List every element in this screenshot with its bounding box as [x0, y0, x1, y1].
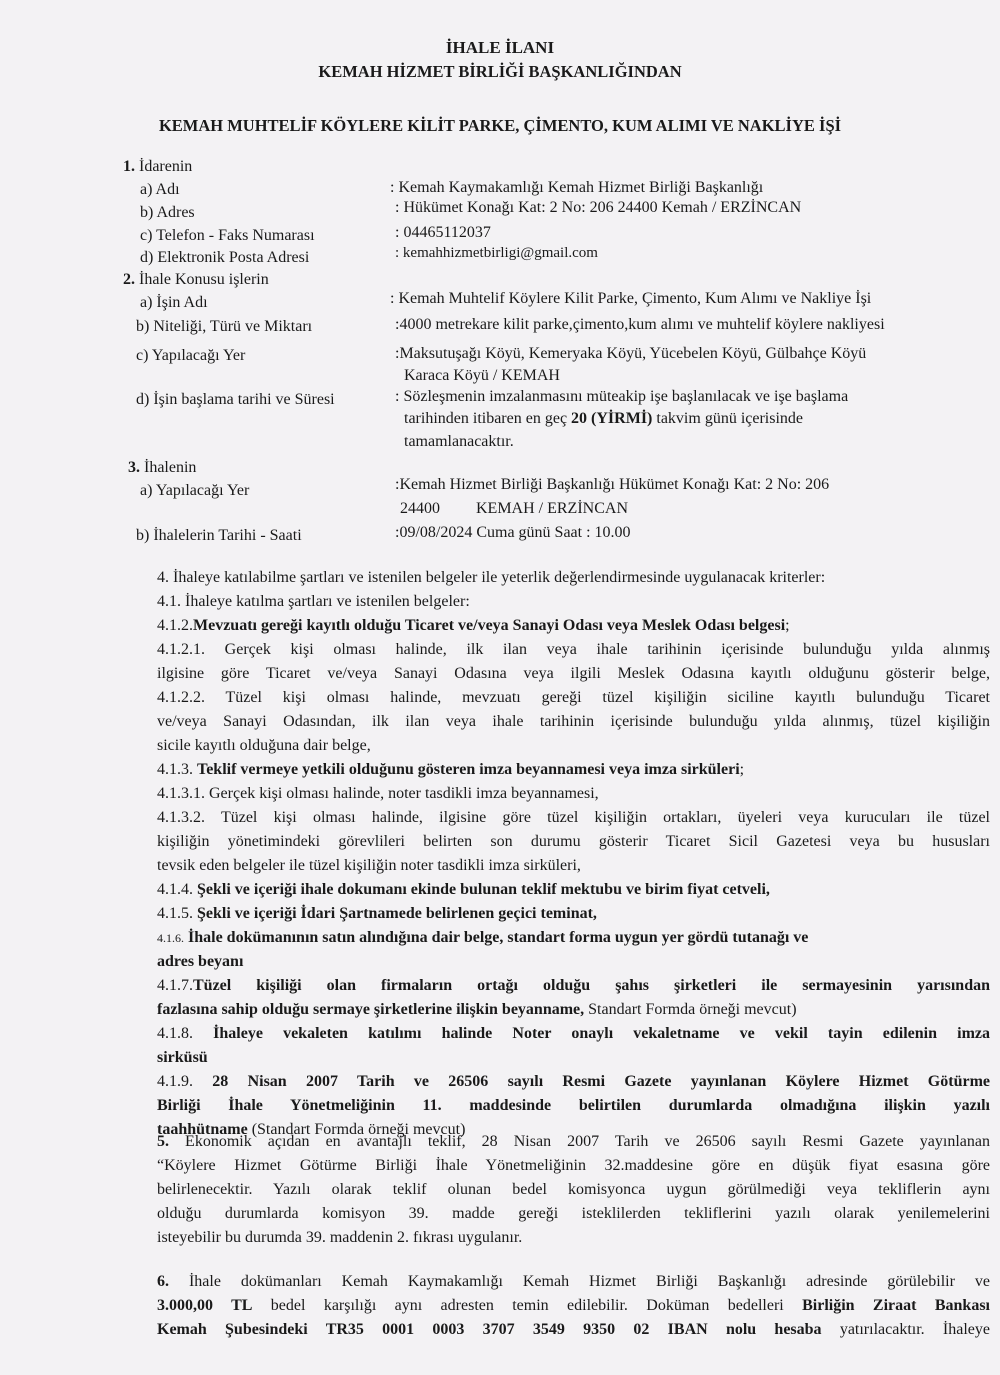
- work-location-value-line1: :Maksutuşağı Köyü, Kemeryaka Köyü, Yücebelen Köyü, Gülbahçe Köyü: [395, 345, 867, 362]
- s5-line-1: 5. Ekonomik açıdan en avantajlı teklif, 28 Nisan 2007 Tarih ve 26506 sayılı Resmi Gazete yayınlanan: [157, 1133, 990, 1150]
- tender-location-value-line2: 24400 KEMAH / ERZİNCAN: [400, 500, 628, 517]
- s4-line-16: 4.1.6. İhale dokümanının satın alındığına dair belge, standart forma uygun yer gördü tutanağı ve: [157, 929, 809, 946]
- tender-location-value-line1: :Kemah Hizmet Birliği Başkanlığı Hükümet Konağı Kat: 2 No: 206: [395, 476, 830, 493]
- work-name-value: : Kemah Muhtelif Köylere Kilit Parke, Çimento, Kum Alımı ve Nakliye İşi: [390, 290, 872, 307]
- work-name-label: a) İşin Adı: [140, 294, 208, 311]
- s6-line-1: 6. İhale dokümanları Kemah Kaymakamlığı Kemah Hizmet Birliği Başkanlığı adresinde görülebilir ve: [157, 1273, 990, 1290]
- s4-line-8: sicile kayıtlı olduğuna dair belge,: [157, 737, 371, 754]
- admin-phone-label: c) Telefon - Faks Numarası: [140, 227, 315, 244]
- s6-line-2: 3.000,00 TL bedel karşılığı aynı adresten temin edilebilir. Doküman bedelleri Birliğin Ziraat Bankası: [157, 1297, 990, 1314]
- s6-line-3: Kemah Şubesindeki TR35 0001 0003 3707 3549 9350 02 IBAN nolu hesaba yatırılacaktır. İhaleye: [157, 1321, 990, 1338]
- s4-line-5: ilgisine göre Ticaret ve/veya Sanayi Odasına veya ilgili Meslek Odasına kayıtlı olduğunu gösterir belge,: [157, 665, 990, 682]
- section-5-text: [157, 1130, 990, 1250]
- s4-line-13: tevsik eden belgeler ile tüzel kişiliğin noter tasdikli imza sirküleri,: [157, 857, 581, 874]
- s4-line-7: ve/veya Sanayi Odasından, ilk ilan veya ihale tarihinin içerisinde bulunduğu yılda alınmış, tüzel kişiliğin: [157, 713, 990, 730]
- s4-line-1: 4. İhaleye katılabilme şartları ve istenilen belgeler ile yeterlik değerlendirmesinde uygulanacak kriterler:: [157, 569, 826, 586]
- s4-line-12: kişiliğin yönetimindeki görevlileri belirten son durumu gösterir Ticaret Sicil Gazetesi veya bu hususları: [157, 833, 990, 850]
- s4-line-9: 4.1.3. Teklif vermeye yetkili olduğunu gösteren imza beyannamesi veya imza sirküleri;: [157, 761, 745, 778]
- s5-line-2: “Köylere Hizmet Götürme Birliği İhale Yönetmeliğinin 32.maddesine göre en düşük fiyat esasına göre: [157, 1157, 990, 1174]
- work-location-value-line2: Karaca Köyü / KEMAH: [404, 367, 560, 384]
- s4-line-22: 4.1.9. 28 Nisan 2007 Tarih ve 26506 sayılı Resmi Gazete yayınlanan Köylere Hizmet Götürme: [157, 1073, 990, 1090]
- s5-line-4: olduğu durumlarda komisyon 39. madde gereği isteklilerden tekliflerini yazılı olarak yenilemelerini: [157, 1205, 990, 1222]
- work-start-value-line2: tarihinden itibaren en geç 20 (YİRMİ) takvim günü içerisinde: [404, 410, 804, 427]
- s4-line-21: sirküsü: [157, 1049, 208, 1066]
- work-type-value: :4000 metrekare kilit parke,çimento,kum alımı ve muhtelif köylere nakliyesi: [395, 316, 885, 333]
- section-1-heading: 1. İdarenin: [123, 158, 193, 175]
- s4-line-14: 4.1.4. Şekli ve içeriği ihale dokumanı ekinde bulunan teklif mektubu ve birim fiyat cetveli,: [157, 881, 770, 898]
- s4-line-24: taahhütname (Standart Formda örneği mevcut): [157, 1121, 466, 1138]
- section-3-heading: 3. İhalenin: [128, 459, 197, 476]
- document-title: İHALE İLANI: [445, 38, 555, 57]
- s4-line-3: 4.1.2.Mevzuatı gereği kayıtlı olduğu Ticaret ve/veya Sanayi Odası veya Meslek Odası belgesi;: [157, 617, 790, 634]
- tender-date-label: b) İhalelerin Tarihi - Saati: [136, 527, 302, 544]
- s4-line-10: 4.1.3.1. Gerçek kişi olması halinde, noter tasdikli imza beyannamesi,: [157, 785, 599, 802]
- work-type-label: b) Niteliği, Türü ve Miktarı: [136, 318, 313, 335]
- admin-phone-value: : 04465112037: [395, 224, 491, 241]
- work-title: KEMAH MUHTELİF KÖYLERE KİLİT PARKE, ÇİMENTO, KUM ALIMI VE NAKLİYE İŞİ: [158, 116, 842, 135]
- s4-line-20: 4.1.8. İhaleye vekaleten katılımı halinde Noter onaylı vekaletname ve vekil tayin edilenin imza: [157, 1025, 990, 1042]
- s5-line-5: isteyebilir bu durumda 39. maddenin 2. fıkrası uygulanır.: [157, 1229, 523, 1246]
- admin-name-label: a) Adı: [140, 181, 180, 198]
- s4-line-6: 4.1.2.2. Tüzel kişi olması halinde, mevzuatı gereği tüzel kişiliğin siciline kayıtlı bulunduğu Ticaret: [157, 689, 990, 706]
- s4-line-11: 4.1.3.2. Tüzel kişi olması halinde, ilgisine göre tüzel kişiliğin ortakları, üyeleri veya kurucuları ile tüzel: [157, 809, 990, 826]
- section-6-text: [157, 1270, 990, 1342]
- s5-line-3: belirlenecektir. Yazılı olarak teklif olunan bedel komisyonca uygun görülmediği veya tekliflerin aynı: [157, 1181, 990, 1198]
- document-subtitle: KEMAH HİZMET BİRLİĞİ BAŞKANLIĞINDAN: [318, 62, 682, 81]
- work-start-value-line3: tamamlanacaktır.: [404, 433, 514, 450]
- work-start-value-line1: : Sözleşmenin imzalanmasını müteakip işe başlanılacak ve işe başlama: [395, 388, 849, 405]
- tender-location-label: a) Yapılacağı Yer: [140, 482, 250, 499]
- admin-address-label: b) Adres: [140, 204, 195, 221]
- s4-line-2: 4.1. İhaleye katılma şartları ve istenilen belgeler:: [157, 593, 470, 610]
- s4-line-23: Birliği İhale Yönetmeliğinin 11. maddesinde belirtilen durumlarda olmadığına ilişkin yazılı: [157, 1097, 990, 1114]
- section-2-heading: 2. İhale Konusu işlerin: [123, 271, 269, 288]
- s4-line-17: adres beyanı: [157, 953, 244, 970]
- tender-date-value: :09/08/2024 Cuma günü Saat : 10.00: [395, 524, 631, 541]
- s4-line-18: 4.1.7.Tüzel kişiliği olan firmaların ortağı olduğu şahıs şirketleri ile sermayesinin yarısından: [157, 977, 990, 994]
- admin-email-label: d) Elektronik Posta Adresi: [140, 249, 310, 266]
- admin-name-value: : Kemah Kaymakamlığı Kemah Hizmet Birliği Başkanlığı: [390, 179, 764, 196]
- work-start-label: d) İşin başlama tarihi ve Süresi: [136, 391, 335, 408]
- section-4-text: [157, 566, 990, 1142]
- admin-email-value: : kemahhizmetbirligi@gmail.com: [395, 245, 598, 261]
- s4-line-15: 4.1.5. Şekli ve içeriği İdari Şartnamede belirlenen geçici teminat,: [157, 905, 597, 922]
- admin-address-value: : Hükümet Konağı Kat: 2 No: 206 24400 Kemah / ERZİNCAN: [395, 199, 802, 216]
- s4-line-4: 4.1.2.1. Gerçek kişi olması halinde, ilk ilan veya ihale tarihinin içerisinde bulunduğu yılda alınmış: [157, 641, 990, 658]
- work-location-label: c) Yapılacağı Yer: [136, 347, 246, 364]
- s4-line-19: fazlasına sahip olduğu sermaye şirketlerine ilişkin beyanname, Standart Formda örneği mevcut): [157, 1001, 797, 1018]
